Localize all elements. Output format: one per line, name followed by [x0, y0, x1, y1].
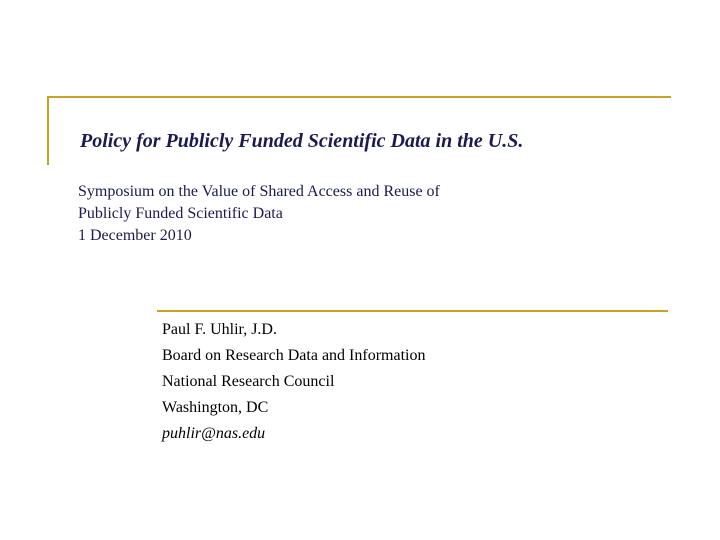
- top-accent-rule: [47, 96, 671, 98]
- author-organization: National Research Council: [162, 373, 335, 390]
- subtitle-line-event-cont: Publicly Funded Scientific Data: [78, 205, 283, 222]
- subtitle-line-event: Symposium on the Value of Shared Access and Reuse of: [78, 183, 440, 200]
- left-accent-rule: [47, 96, 49, 165]
- author-accent-rule: [157, 310, 668, 312]
- author-location: Washington, DC: [162, 399, 269, 416]
- author-block: [162, 317, 425, 447]
- author-name: Paul F. Uhlir, J.D.: [162, 321, 277, 338]
- slide-title: Policy for Publicly Funded Scientific Data in the U.S.: [80, 130, 524, 152]
- subtitle-line-date: 1 December 2010: [78, 227, 192, 244]
- subtitle-block: [78, 181, 440, 247]
- author-email[interactable]: puhlir@nas.edu: [162, 425, 266, 442]
- author-board: Board on Research Data and Information: [162, 347, 426, 364]
